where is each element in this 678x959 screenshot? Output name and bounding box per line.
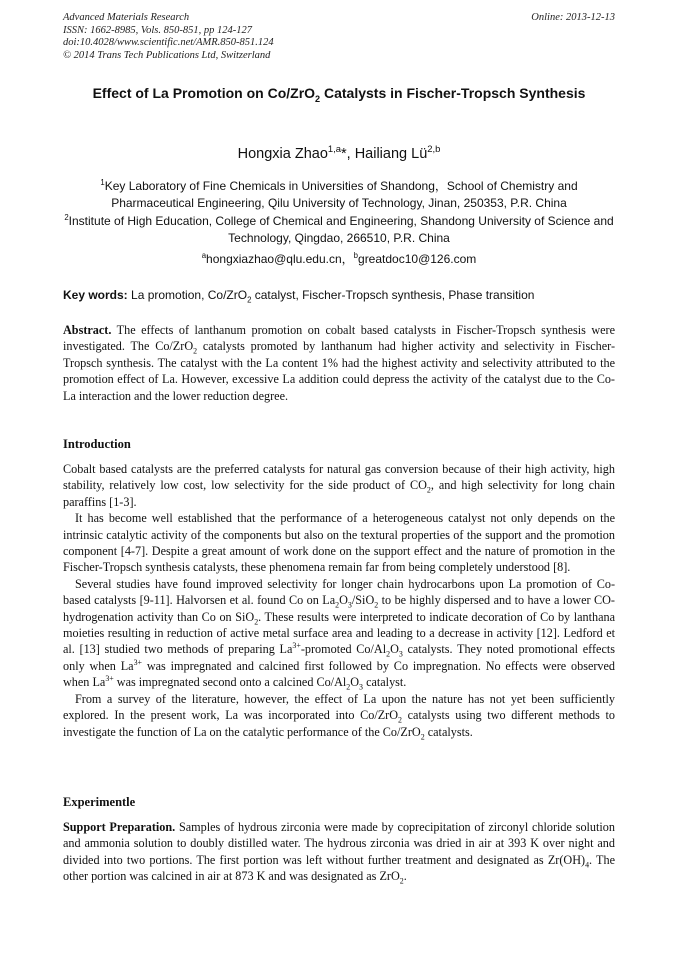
author-line: Hongxia Zhao$^{1,a}$*, Hailiang Lü$^{2,b}$ xyxy=(237,143,441,162)
affiliation-2: $^2$Institute of High Education, College of Chemical and Engineering, Shandong University of Science and Technology, Qingdao, 266510, P.R. China xyxy=(64,213,614,245)
support-preparation-paragraph: Support Preparation. Samples of hydrous zirconia were made by coprecipitation of zirconyl chloride solution and ammonia solution to doubly distilled water. The hydrous zirconia was dried in air at 393 K over night and divided into two portions. The first portion was left without further treatment and designated as $Zr(OH)_4$. The other portion was calcined in air at 873 K and was designated as ZrO$_2$. xyxy=(63,820,616,886)
introduction-body xyxy=(63,461,615,740)
running-header xyxy=(63,12,615,62)
abstract-label: Abstract. xyxy=(63,323,112,337)
doi-line: doi:10.4028/www.scientific.net/AMR.850-851.124 xyxy=(63,37,274,48)
paper-title: Effect of La Promotion on Co/ZrO$_2$ Catalysts in Fischer-Tropsch Synthesis xyxy=(92,85,586,104)
intro-paragraph-1: Cobalt based catalysts are the preferred catalysts for natural gas conversion because of their high activity, high stability, relatively low cost, low selectivity for the side product of $CO_2$, and high selectivity for long chain paraffins [1-3]. xyxy=(63,462,616,509)
support-preparation-label: Support Preparation. xyxy=(63,820,176,834)
author-2: Hailiang Lü xyxy=(354,146,428,162)
journal-name: Advanced Materials Research xyxy=(63,12,190,23)
email-a[interactable]: hongxiazhao@qlu.edu.cn， xyxy=(206,252,354,266)
email-b[interactable]: greatdoc10@126.com xyxy=(358,252,477,266)
email-line: $^a$hongxiazhao@qlu.edu.cn，$^b$greatdoc10@126.com xyxy=(201,251,477,266)
copyright-line: © 2014 Trans Tech Publications Ltd, Switzerland xyxy=(63,49,271,61)
intro-paragraph-4: From a survey of the literature, however, the effect of La upon the nature has not yet been sufficiently explored. In the present work, La was incorporated into Co/ZrO$_2$ catalysts using two different methods to investigate the function of La on the catalytic performance of the Co/ZrO$_2$ catalysts. xyxy=(63,691,615,741)
author-1: Hongxia Zhao xyxy=(237,146,328,162)
experimental-heading: Experimentle xyxy=(63,795,136,809)
keywords: Key words: La promotion, Co/ZrO$_2$ catalyst, Fischer-Tropsch synthesis, Phase transition xyxy=(63,288,535,305)
intro-paragraph-3: Several studies have found improved selectivity for longer chain hydrocarbons upon La promotion of Co-based catalysts [9-11]. Halvorsen et al. found Co on $La_2O_3/SiO_2$ to be highly dispersed and to have a lower CO-hydrogenation activity than Co on SiO$_2$. These results were interpreted to indicate decoration of Co by lanthana moieties resulting in reduction of active metal surface area and leading to a decrease in activity [12]. Ledford et al. [13] studied two methods of preparing $La^{3+}$-promoted $Co/Al_2O_3$ catalysts. They noted promotional effects only when $La^{3+}$ was impregnated and calcined first followed by Co impregnation. No effects were observed when $La^{3+}$ was impregnated second onto a calcined $Co/Al_2O_3$ catalyst. xyxy=(63,576,616,692)
intro-paragraph-2: It has become well established that the performance of a heterogeneous catalyst not only depends on the intrinsic catalytic activity of the components but also on the textural properties of the support and the promotion component [4-7]. Despite a great amount of work done on the support effect and the nature of promotion in the Fischer-Tropsch synthesis catalysts, these phenomena remain far from being completely understood [8]. xyxy=(63,511,615,575)
online-date: Online: 2013-12-13 xyxy=(531,12,615,23)
keywords-label: Key words: xyxy=(63,288,128,302)
abstract: Abstract. The effects of lanthanum promotion on cobalt based catalysts in Fischer-Tropsch synthesis were investigated. The Co/ZrO$_2$ catalysts promoted by lanthanum had higher activity and selectivity in Fischer-Tropsch synthesis. The catalyst with the La content 1% had the highest activity and selectivity attributed to the promotion effect of La. However, excessive La addition could depress the activity of the catalyst due to the Co-La interaction and the lower reduction degree. xyxy=(63,323,616,403)
experimental-body xyxy=(63,819,615,885)
issn-line: ISSN: 1662-8985, Vols. 850-851, pp 124-127 xyxy=(63,24,252,36)
affiliation-1: $^1$Key Laboratory of Fine Chemicals in Universities of Shandong，School of Chemistry and Pharmaceutical Engineering, Qilu University of Technology, Jinan, 250353, P.R. China xyxy=(100,178,578,210)
introduction-heading: Introduction xyxy=(63,437,131,451)
